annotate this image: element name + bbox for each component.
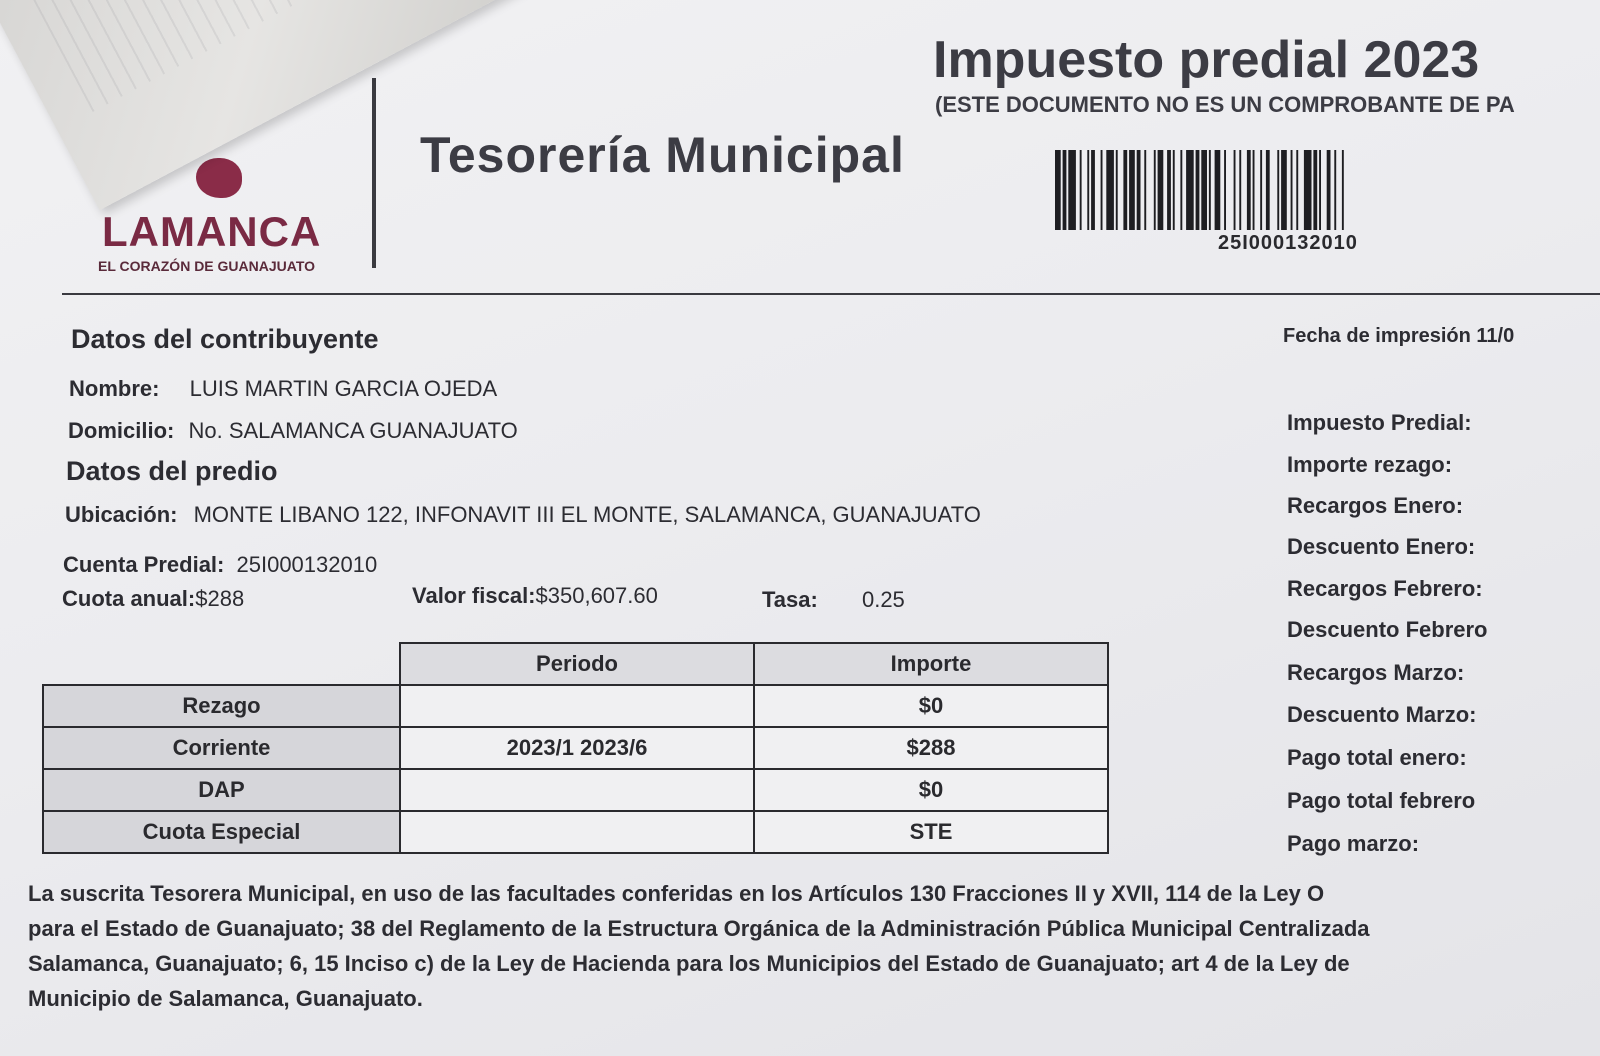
row-period: 2023/1 2023/6	[400, 727, 754, 769]
impuesto-predial-label: Impuesto Predial:	[1287, 410, 1472, 435]
print-date: Fecha de impresión 11/0	[1283, 325, 1515, 347]
pago-total-enero-label: Pago total enero:	[1287, 745, 1467, 770]
address-label: Domicilio:	[68, 418, 175, 443]
row-period	[400, 811, 754, 853]
column-header-importe: Importe	[754, 643, 1108, 685]
column-header-periodo: Periodo	[400, 643, 754, 685]
row-amount: $0	[754, 685, 1108, 727]
fiscal-value-label: Valor fiscal:	[412, 583, 536, 608]
row-concept: Rezago	[43, 685, 400, 727]
header-rule	[62, 293, 1600, 295]
rate-value: 0.25	[861, 587, 905, 612]
account-field	[63, 552, 377, 578]
taxpayer-address-field	[68, 418, 518, 444]
property-location-field	[65, 502, 981, 528]
descuento-enero-label: Descuento Enero:	[1287, 534, 1476, 559]
annual-fee-label: Cuota anual:	[62, 586, 196, 611]
fiscal-value-value: $350,607.60	[535, 583, 658, 608]
name-label: Nombre:	[69, 376, 160, 401]
account-value: 25I000132010	[236, 552, 378, 577]
pago-total-febrero-label: Pago total febrero	[1287, 788, 1476, 813]
not-a-receipt-notice: (ESTE DOCUMENTO NO ES UN COMPROBANTE DE PA	[935, 92, 1515, 117]
legal-line: Salamanca, Guanajuato; 6, 15 Inciso c) de la Ley de Hacienda para los Municipios del Estado de Guanajuato; art 4 de la Ley de	[28, 951, 1350, 976]
municipal-logo-icon	[196, 158, 242, 198]
table-row	[43, 727, 1108, 769]
barcode	[1055, 150, 1527, 230]
row-concept: DAP	[43, 769, 400, 811]
legal-line: para el Estado de Guanajuato; 38 del Reglamento de la Estructura Orgánica de la Administración Pública Municipal Centralizada	[28, 916, 1370, 941]
descuento-marzo-label: Descuento Marzo:	[1287, 702, 1477, 727]
rate-field	[762, 587, 905, 613]
annual-fee-value: $288	[195, 586, 245, 611]
row-period	[400, 685, 754, 727]
address-value: No. SALAMANCA GUANAJUATO	[188, 418, 518, 443]
recargos-enero-label: Recargos Enero:	[1287, 493, 1464, 518]
office-title: Tesorería Municipal	[420, 127, 905, 183]
table-corner	[43, 643, 400, 685]
header-divider	[372, 78, 376, 268]
fiscal-value-field	[412, 583, 658, 609]
row-amount: $0	[754, 769, 1108, 811]
legal-line: Municipio de Salamanca, Guanajuato.	[28, 986, 423, 1011]
name-value: LUIS MARTIN GARCIA OJEDA	[189, 376, 498, 401]
pago-marzo-label: Pago marzo:	[1287, 831, 1420, 856]
table-row	[43, 811, 1108, 853]
rate-label: Tasa:	[762, 587, 818, 612]
row-period	[400, 769, 754, 811]
row-amount: $288	[754, 727, 1108, 769]
recargos-marzo-label: Recargos Marzo:	[1287, 660, 1465, 685]
row-concept: Cuota Especial	[43, 811, 400, 853]
annual-fee-field	[62, 586, 244, 612]
municipal-logo-name: LAMANCA	[102, 208, 322, 255]
importe-rezago-label: Importe rezago:	[1287, 452, 1453, 477]
barcode-number: 25I000132010	[1218, 232, 1358, 254]
descuento-febrero-label: Descuento Febrero	[1287, 617, 1488, 642]
payment-summary-table	[42, 642, 1109, 854]
row-amount: STE	[754, 811, 1108, 853]
municipal-logo-tagline: EL CORAZÓN DE GUANAJUATO	[98, 258, 316, 274]
property-section-title: Datos del predio	[66, 456, 278, 486]
legal-text	[28, 876, 1588, 1016]
table-row	[43, 769, 1108, 811]
account-label: Cuenta Predial:	[63, 552, 225, 577]
taxpayer-section-title: Datos del contribuyente	[71, 324, 379, 354]
recargos-febrero-label: Recargos Febrero:	[1287, 576, 1483, 601]
legal-line: La suscrita Tesorera Municipal, en uso de las facultades conferidas en los Artículos 130 Fracciones II y XVII, 114 de la Ley O	[28, 881, 1325, 906]
location-value: MONTE LIBANO 122, INFONAVIT III EL MONTE, SALAMANCA, GUANAJUATO	[193, 502, 981, 527]
document-title: Impuesto predial 2023	[933, 31, 1480, 89]
show-through-print	[0, 0, 464, 112]
location-label: Ubicación:	[65, 502, 178, 527]
table-row	[43, 685, 1108, 727]
row-concept: Corriente	[43, 727, 400, 769]
taxpayer-name-field	[69, 376, 497, 402]
table-header-row	[43, 643, 1108, 685]
